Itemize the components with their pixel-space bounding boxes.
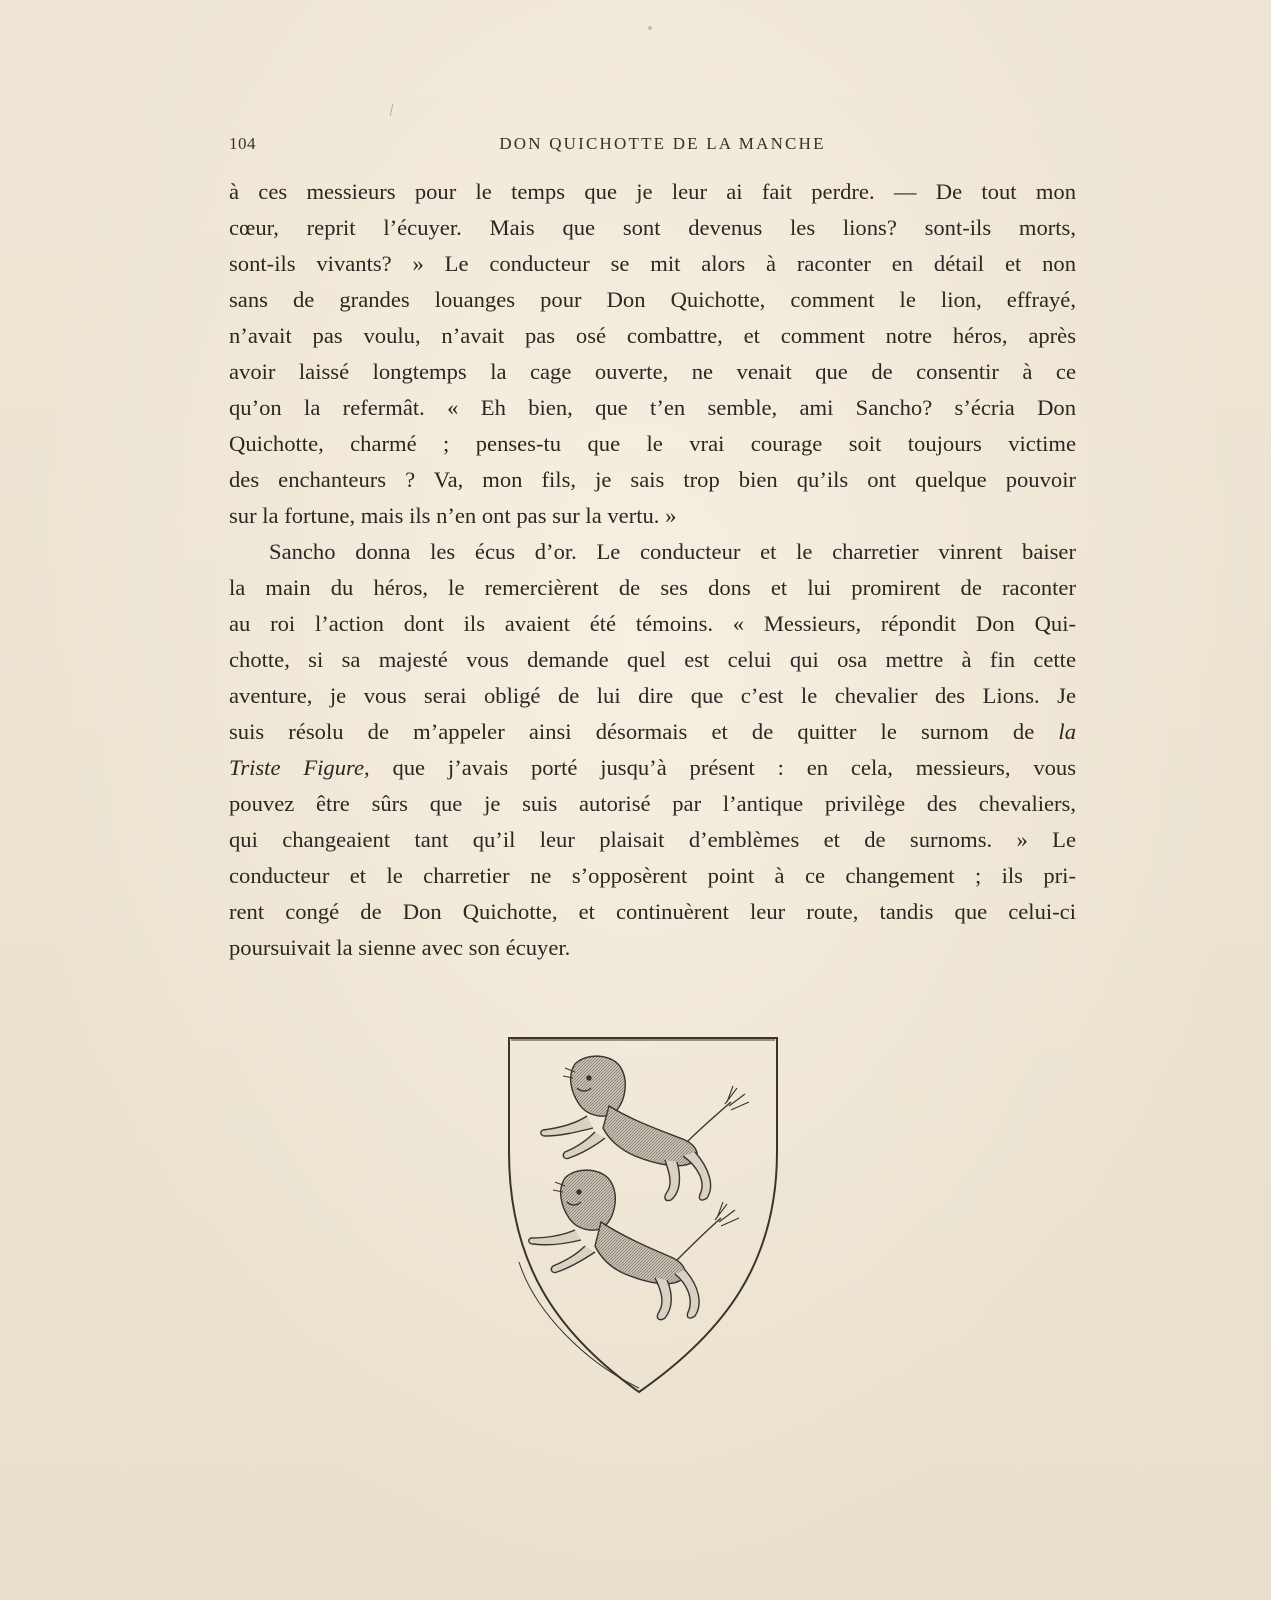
text-line: cœur, reprit l’écuyer. Mais que sont devenus les lions? sont-ils morts, [229,215,1076,240]
text-line: aventure, je vous serai obligé de lui dire que c’est le chevalier des Lions. Je [229,683,1076,708]
text-fragment: suis résolu de m’appeler ainsi désormais et de quitter le surnom de [229,719,1035,744]
text-line: sont-ils vivants? » Le conducteur se mit alors à raconter en détail et non [229,251,1076,276]
shield-outline [509,1038,777,1392]
text-line: des enchanteurs ? Va, mon fils, je sais trop bien qu’ils ont quelque pouvoir [229,467,1076,492]
text-line: qui changeaient tant qu’il leur plaisait d’emblèmes et de surnoms. » Le [229,827,1076,852]
running-title: DON QUICHOTTE DE LA MANCHE [499,134,826,153]
body-text [229,174,1076,966]
text-line: Sancho donna les écus d’or. Le conducteur et le charretier vinrent baiser [269,539,1076,564]
text-line: avoir laissé longtemps la cage ouverte, ne venait que de consentir à ce [229,359,1076,384]
paper-speck [648,26,652,30]
text-line-with-italic [229,750,1076,786]
paper-mark [390,104,393,116]
text-line: à ces messieurs pour le temps que je leur ai fait perdre. — De tout mon [229,179,1076,204]
text-line: la main du héros, le remercièrent de ses dons et lui promirent de raconter [229,575,1076,600]
shield-illustration [505,1032,785,1402]
text-line: sur la fortune, mais ils n’en ont pas sur la vertu. » [229,503,677,528]
page-number: 104 [229,134,256,153]
italic-fragment: la [1058,719,1076,744]
text-line: qu’on la refermât. « Eh bien, que t’en semble, ami Sancho? s’écria Don [229,395,1076,420]
text-line-with-italic [229,714,1076,750]
running-header [229,134,1076,158]
text-line: rent congé de Don Quichotte, et continuèrent leur route, tandis que celui-ci [229,899,1076,924]
text-line: chotte, si sa majesté vous demande quel est celui qui osa mettre à fin cette [229,647,1076,672]
text-line: au roi l’action dont ils avaient été témoins. « Messieurs, répondit Don Qui- [229,611,1076,636]
text-line: sans de grandes louanges pour Don Quichotte, comment le lion, effrayé, [229,287,1076,312]
text-line: n’avait pas voulu, n’avait pas osé combattre, et comment notre héros, après [229,323,1076,348]
text-line: Quichotte, charmé ; penses-tu que le vrai courage soit toujours victime [229,431,1076,456]
paragraph-1 [229,174,1076,534]
text-fragment: , que j’avais porté jusqu’à présent : en cela, messieurs, vous [363,755,1076,780]
text-line: poursuivait la sienne avec son écuyer. [229,935,571,960]
italic-fragment: Triste Figure [229,755,364,780]
paragraph-2 [229,534,1076,966]
text-line: pouvez être sûrs que je suis autorisé par l’antique privilège des chevaliers, [229,791,1076,816]
text-line: conducteur et le charretier ne s’opposèrent point à ce changement ; ils pri- [229,863,1076,888]
